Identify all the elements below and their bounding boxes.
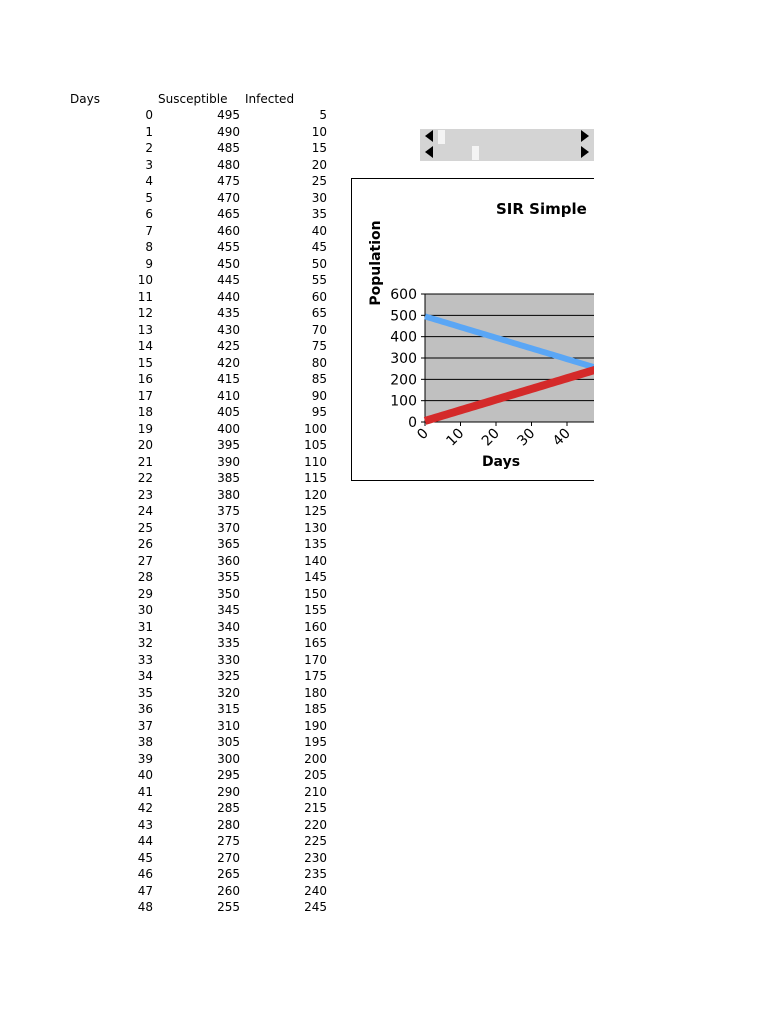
cell-day: 10 [137, 273, 153, 287]
cell-infected: 150 [304, 586, 327, 601]
table-row [0, 635, 340, 652]
cell-susceptible: 335 [217, 636, 240, 650]
cell-infected: 170 [304, 652, 327, 667]
y-tick-label: 200 [390, 372, 417, 389]
cell-day: 48 [137, 900, 153, 914]
cell-susceptible: 375 [217, 504, 240, 518]
cell-infected: 20 [311, 157, 327, 172]
cell-susceptible: 320 [217, 685, 240, 700]
cell-day: 1 [145, 124, 153, 139]
cell-susceptible: 390 [217, 454, 240, 469]
cell-infected: 130 [304, 520, 327, 535]
cell-susceptible: 315 [217, 702, 240, 716]
cell-day: 11 [137, 289, 153, 304]
cell-day: 37 [137, 718, 153, 733]
cell-susceptible: 350 [217, 586, 240, 601]
table-row [0, 767, 340, 784]
cell-susceptible: 380 [217, 487, 240, 502]
table-row [0, 190, 340, 207]
table-row [0, 206, 340, 223]
y-tick-label: 0 [408, 415, 417, 431]
cell-day: 36 [137, 702, 153, 716]
table-row [0, 157, 340, 174]
cell-day: 26 [137, 537, 153, 551]
table-row [0, 107, 340, 124]
cell-susceptible: 420 [217, 355, 240, 370]
table-row [0, 553, 340, 570]
cell-susceptible: 300 [217, 751, 240, 766]
x-tick-label: 30 [514, 425, 539, 450]
table-row [0, 272, 340, 289]
x-tick-label: 10 [443, 425, 468, 450]
cell-susceptible: 275 [217, 834, 240, 848]
cell-susceptible: 345 [217, 603, 240, 617]
cell-infected: 85 [311, 372, 327, 386]
cell-day: 6 [145, 207, 153, 221]
cell-day: 18 [137, 405, 153, 419]
table-row [0, 355, 340, 372]
table-row [0, 371, 340, 388]
cell-day: 21 [137, 454, 153, 469]
x-tick-label: 20 [478, 425, 503, 450]
y-tick-label: 600 [390, 287, 417, 303]
table-row [0, 619, 340, 636]
cell-infected: 165 [304, 636, 327, 650]
cell-susceptible: 485 [217, 141, 240, 155]
table-row [0, 289, 340, 306]
cell-infected: 95 [311, 405, 327, 419]
cell-infected: 210 [304, 784, 327, 799]
table-row [0, 685, 340, 702]
scrollbar-thumb[interactable] [472, 146, 479, 160]
scroll-left-arrow-icon[interactable] [425, 146, 433, 158]
cell-infected: 245 [304, 900, 327, 914]
cell-day: 17 [137, 388, 153, 403]
cell-susceptible: 455 [217, 240, 240, 254]
cell-infected: 235 [304, 867, 327, 881]
cell-infected: 220 [304, 817, 327, 832]
cell-infected: 230 [304, 850, 327, 865]
y-tick-label: 300 [390, 351, 417, 367]
y-axis-title: Population [368, 220, 384, 306]
cell-day: 29 [137, 586, 153, 601]
cell-day: 41 [137, 784, 153, 799]
cell-day: 4 [145, 174, 153, 188]
table-row [0, 784, 340, 801]
cell-day: 35 [137, 685, 153, 700]
table-row [0, 140, 340, 157]
table-row [0, 124, 340, 141]
cell-susceptible: 495 [217, 108, 240, 122]
table-row [0, 454, 340, 471]
cell-infected: 60 [311, 289, 327, 304]
cell-day: 19 [137, 421, 153, 436]
cell-infected: 195 [304, 735, 327, 749]
cell-day: 3 [145, 157, 153, 172]
cell-day: 43 [137, 817, 153, 832]
table-row [0, 305, 340, 322]
cell-infected: 65 [311, 306, 327, 320]
cell-susceptible: 435 [217, 306, 240, 320]
cell-infected: 90 [311, 388, 327, 403]
cell-infected: 50 [311, 256, 327, 271]
cell-infected: 10 [311, 124, 327, 139]
table-row [0, 173, 340, 190]
cell-infected: 160 [304, 619, 327, 634]
cell-infected: 40 [311, 223, 327, 238]
cell-day: 46 [137, 867, 153, 881]
table-row [0, 602, 340, 619]
cell-infected: 140 [304, 553, 327, 568]
header-susceptible: Susceptible [158, 92, 228, 106]
table-row [0, 437, 340, 454]
cell-susceptible: 475 [217, 174, 240, 188]
table-row [0, 239, 340, 256]
cell-infected: 55 [311, 273, 327, 287]
table-row [0, 701, 340, 718]
cell-day: 44 [137, 834, 153, 848]
cell-susceptible: 280 [217, 817, 240, 832]
cell-infected: 70 [311, 322, 327, 337]
cell-infected: 200 [304, 751, 327, 766]
cell-day: 45 [137, 850, 153, 865]
cell-infected: 155 [304, 603, 327, 617]
cell-infected: 175 [304, 669, 327, 683]
table-row [0, 487, 340, 504]
cell-infected: 190 [304, 718, 327, 733]
cell-infected: 75 [311, 339, 327, 353]
cell-susceptible: 400 [217, 421, 240, 436]
cell-susceptible: 490 [217, 124, 240, 139]
cell-susceptible: 385 [217, 471, 240, 485]
cell-day: 32 [137, 636, 153, 650]
x-tick-label: 40 [549, 425, 574, 450]
table-row [0, 586, 340, 603]
cell-day: 8 [145, 240, 153, 254]
table-row [0, 800, 340, 817]
cell-susceptible: 310 [217, 718, 240, 733]
table-row [0, 421, 340, 438]
cell-day: 23 [137, 487, 153, 502]
cell-susceptible: 290 [217, 784, 240, 799]
cell-day: 14 [137, 339, 153, 353]
cell-infected: 135 [304, 537, 327, 551]
x-axis-title: Days [481, 454, 521, 470]
y-tick-label: 500 [390, 308, 417, 325]
cell-susceptible: 265 [217, 867, 240, 881]
table-row [0, 817, 340, 834]
cell-infected: 215 [304, 801, 327, 815]
scroll-left-arrow-icon[interactable] [425, 130, 433, 142]
cell-infected: 145 [304, 570, 327, 584]
cell-infected: 5 [319, 108, 327, 122]
cell-susceptible: 255 [217, 900, 240, 914]
cell-day: 20 [137, 438, 153, 452]
cell-susceptible: 425 [217, 339, 240, 353]
cell-infected: 120 [304, 487, 327, 502]
cell-infected: 100 [304, 421, 327, 436]
table-row [0, 850, 340, 867]
cell-infected: 35 [311, 207, 327, 221]
table-row [0, 569, 340, 586]
cell-susceptible: 470 [217, 190, 240, 205]
chart-svg [352, 179, 594, 481]
table-row [0, 883, 340, 900]
cell-infected: 205 [304, 768, 327, 782]
table-row [0, 322, 340, 339]
cell-infected: 180 [304, 685, 327, 700]
scroll-right-arrow-icon[interactable] [581, 146, 589, 158]
cell-day: 40 [137, 768, 153, 782]
cell-day: 31 [137, 619, 153, 634]
cell-susceptible: 410 [217, 388, 240, 403]
chart-title: SIR Simple [496, 200, 587, 218]
cell-day: 38 [137, 735, 153, 749]
cell-susceptible: 355 [217, 570, 240, 584]
cell-day: 15 [137, 355, 153, 370]
table-row [0, 668, 340, 685]
cell-susceptible: 450 [217, 256, 240, 271]
cell-day: 30 [137, 603, 153, 617]
cell-infected: 125 [304, 504, 327, 518]
cell-day: 42 [137, 801, 153, 815]
cell-day: 39 [137, 751, 153, 766]
cell-day: 28 [137, 570, 153, 584]
cell-day: 34 [137, 669, 153, 683]
x-tick-label: 0 [414, 425, 432, 444]
cell-susceptible: 270 [217, 850, 240, 865]
cell-infected: 80 [311, 355, 327, 370]
table-row [0, 256, 340, 273]
scrollbar-bottom[interactable] [420, 145, 594, 161]
cell-susceptible: 430 [217, 322, 240, 337]
table-row [0, 503, 340, 520]
cell-susceptible: 295 [217, 768, 240, 782]
cell-day: 27 [137, 553, 153, 568]
cell-susceptible: 370 [217, 520, 240, 535]
cell-day: 12 [137, 306, 153, 320]
header-infected: Infected [245, 92, 295, 106]
cell-susceptible: 445 [217, 273, 240, 287]
cell-day: 47 [137, 883, 153, 898]
cell-susceptible: 330 [217, 652, 240, 667]
cell-day: 13 [137, 322, 153, 337]
cell-susceptible: 365 [217, 537, 240, 551]
cell-infected: 105 [304, 438, 327, 452]
scroll-right-arrow-icon[interactable] [581, 130, 589, 142]
table-row [0, 866, 340, 883]
y-tick-label: 100 [390, 393, 417, 410]
table-row [0, 899, 340, 916]
cell-susceptible: 405 [217, 405, 240, 419]
cell-susceptible: 480 [217, 157, 240, 172]
header-days: Days [70, 92, 100, 106]
cell-infected: 45 [311, 240, 327, 254]
cell-infected: 15 [311, 141, 327, 155]
cell-day: 9 [145, 256, 153, 271]
cell-day: 7 [145, 223, 153, 238]
cell-infected: 225 [304, 834, 327, 848]
table-row [0, 223, 340, 240]
cell-susceptible: 460 [217, 223, 240, 238]
cell-infected: 25 [311, 174, 327, 188]
cell-susceptible: 465 [217, 207, 240, 221]
cell-infected: 115 [304, 471, 327, 485]
table-row [0, 388, 340, 405]
table-row [0, 652, 340, 669]
cell-day: 33 [137, 652, 153, 667]
cell-day: 2 [145, 141, 153, 155]
table-row [0, 833, 340, 850]
cell-susceptible: 440 [217, 289, 240, 304]
cell-day: 22 [137, 471, 153, 485]
cell-infected: 30 [311, 190, 327, 205]
cell-day: 16 [137, 372, 153, 386]
chart-container[interactable] [351, 178, 594, 481]
cell-susceptible: 360 [217, 553, 240, 568]
scrollbar-top[interactable] [420, 129, 594, 145]
cell-susceptible: 305 [217, 735, 240, 749]
table-row [0, 520, 340, 537]
cell-day: 5 [145, 190, 153, 205]
cell-susceptible: 340 [217, 619, 240, 634]
table-row [0, 404, 340, 421]
table-row [0, 751, 340, 768]
cell-susceptible: 415 [217, 372, 240, 386]
cell-susceptible: 395 [217, 438, 240, 452]
scrollbar-thumb[interactable] [438, 130, 445, 144]
cell-infected: 185 [304, 702, 327, 716]
table-row [0, 536, 340, 553]
cell-day: 24 [137, 504, 153, 518]
cell-susceptible: 325 [217, 669, 240, 683]
table-row [0, 718, 340, 735]
cell-infected: 240 [304, 883, 327, 898]
cell-day: 25 [137, 520, 153, 535]
cell-susceptible: 260 [217, 883, 240, 898]
cell-susceptible: 285 [217, 801, 240, 815]
table-row [0, 338, 340, 355]
y-tick-label: 400 [390, 329, 417, 346]
cell-infected: 110 [304, 454, 327, 469]
table-row [0, 734, 340, 751]
table-row [0, 470, 340, 487]
cell-day: 0 [145, 108, 153, 122]
